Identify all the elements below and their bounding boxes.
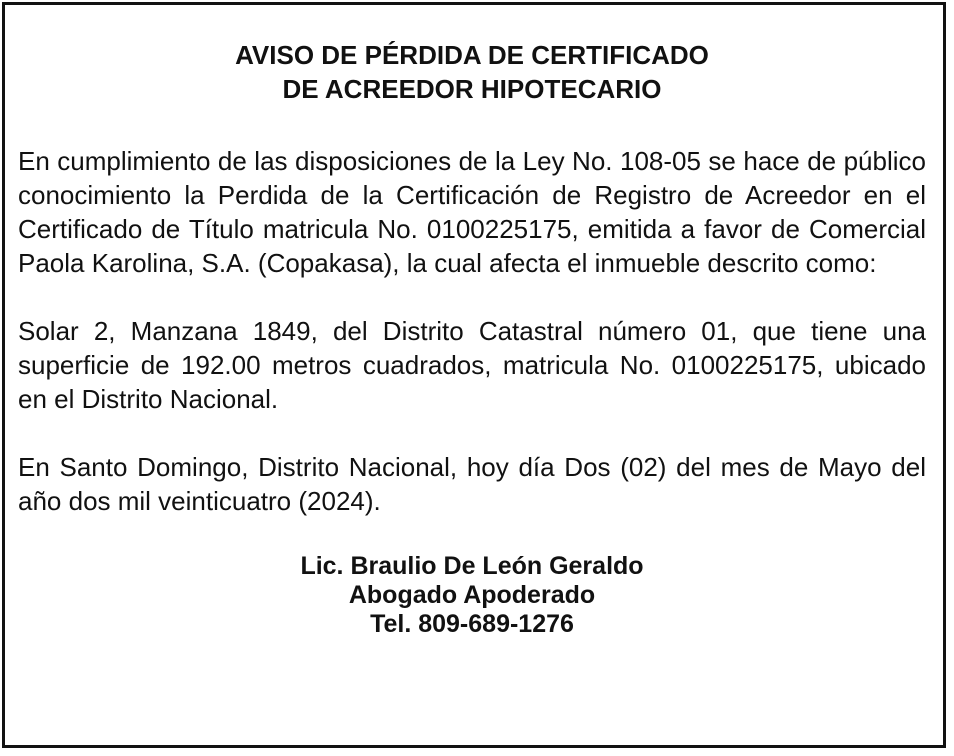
notice-title (18, 38, 926, 106)
notice-paragraph-property: Solar 2, Manzana 1849, del Distrito Catastral número 01, que tiene una superficie de 192.00 metros cuadrados, matricula No. 0100225175, ubicado en el Distrito Nacional. (18, 316, 926, 414)
notice-paragraph-intro: En cumplimiento de las disposiciones de la Ley No. 108-05 se hace de público conocimiento la Perdida de la Certificación de Registro de Acreedor en el Certificado de Título matricula No. 0100225175, emitida a favor de Comercial Paola Karolina, S.A. (Copakasa), la cual afecta el inmueble descrito como: (18, 146, 926, 278)
signature-name: Lic. Braulio De León Geraldo (300, 552, 644, 580)
notice-paragraph-date: En Santo Domingo, Distrito Nacional, hoy día Dos (02) del mes de Mayo del año dos mil veinticuatro (2024). (18, 452, 926, 516)
notice-title-line-2: DE ACREEDOR HIPOTECARIO (282, 74, 662, 104)
signature-block (18, 552, 926, 639)
signature-role: Abogado Apoderado (348, 581, 596, 609)
notice-content (18, 38, 926, 639)
signature-phone: Tel. 809-689-1276 (370, 610, 574, 638)
notice-title-line-1: AVISO DE PÉRDIDA DE CERTIFICADO (235, 40, 709, 70)
